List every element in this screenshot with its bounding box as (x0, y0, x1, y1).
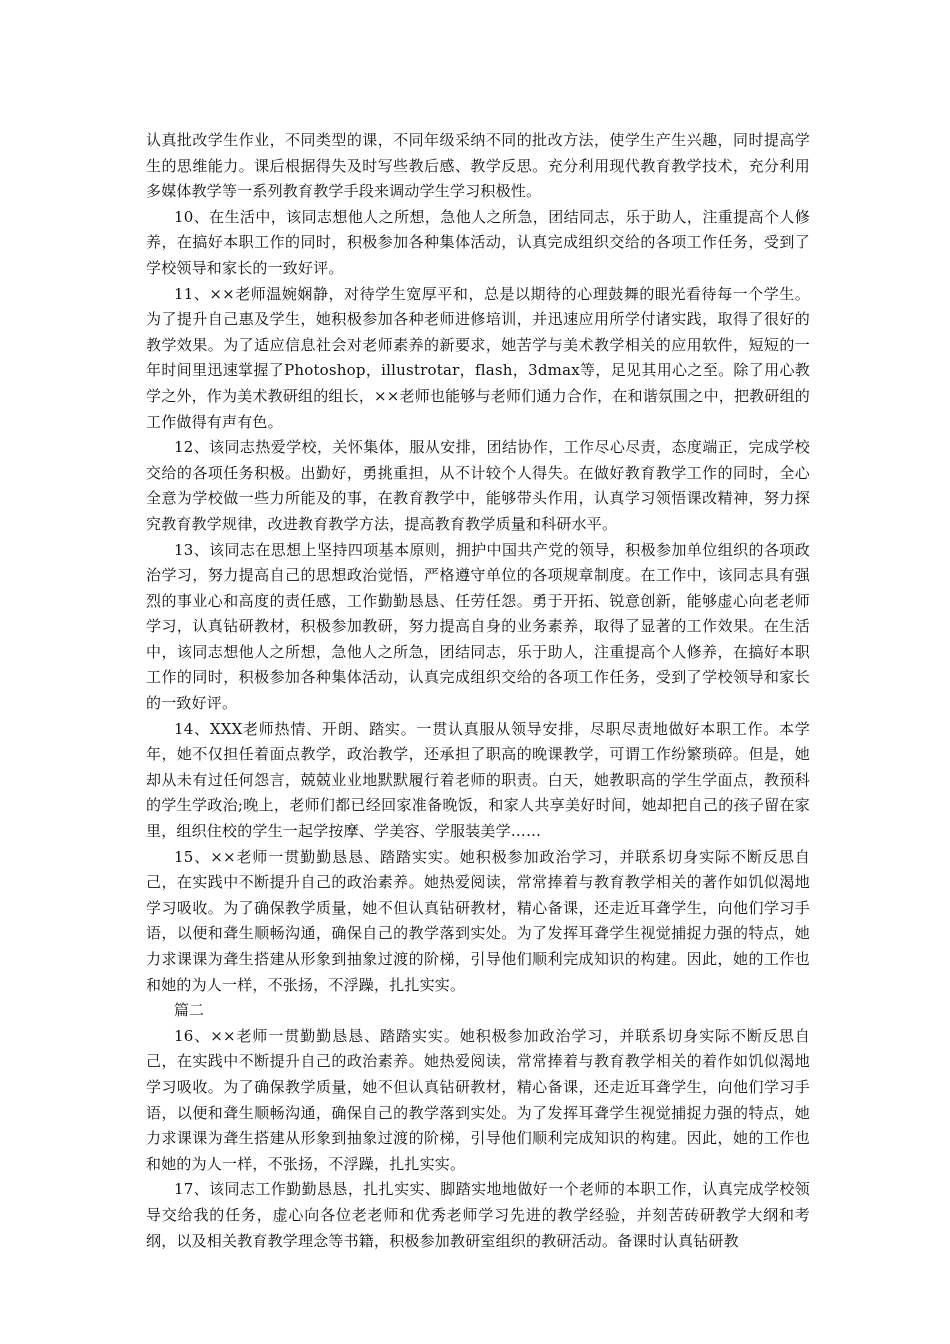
paragraph-10: 10、在生活中，该同志想他人之所想，急他人之所急，团结同志，乐于助人，注重提高个人修养，在搞好本职工作的同时，积极参加各种集体活动，认真完成组织交给的各项工作任务，受到了学校领导和家长的一致好评。 (146, 207, 810, 277)
paragraph-intro: 认真批改学生作业，不同类型的课，不同年级采纳不同的批改方法，使学生产生兴趣，同时提高学生的思维能力。课后根据得失及时写些教后感、教学反思。充分利用现代教育教学技术，充分利用多媒体教学等一系列教育教学手段来调动学生学习积极性。 (146, 131, 810, 201)
section-heading-part-two: 篇二 (174, 1001, 205, 1020)
paragraph-13: 13、该同志在思想上坚持四项基本原则，拥护中国共产党的领导，积极参加单位组织的各项政治学习，努力提高自己的思想政治觉悟，严格遵守单位的各项规章制度。在工作中，该同志具有强烈的事业心和高度的责任感，工作勤勤恳恳、任劳任怨。勇于开拓、锐意创新，能够虚心向老老师学习，认真钻研教材，积极参加教研，努力提高自身的业务素养，取得了显著的工作效果。在生活中，该同志想他人之所想，急他人之所急，团结同志，乐于助人，注重提高个人修养，在搞好本职工作的同时，积极参加各种集体活动，认真完成组织交给的各项工作任务，受到了学校领导和家长的一致好评。 (146, 540, 810, 713)
paragraph-16: 16、××老师一贯勤勤恳恳、踏踏实实。她积极参加政治学习，并联系切身实际不断反思自己，在实践中不断提升自己的政治素养。她热爱阅读，常常捧着与教育教学相关的着作如饥似渴地学习吸收。为了确保教学质量，她不但认真钻研教材，精心备课，还走近耳聋学生，向他们学习手语，以便和聋生顺畅沟通，确保自己的教学落到实处。为了发挥耳聋学生视觉捕捉力强的特点，她力求课课为聋生搭建从形象到抽象过渡的阶梯，引导他们顺利完成知识的构建。因此，她的工作也和她的为人一样，不张扬，不浮躁，扎扎实实。 (146, 1026, 810, 1173)
paragraph-15: 15、××老师一贯勤勤恳恳、踏踏实实。她积极参加政治学习，并联系切身实际不断反思自己，在实践中不断提升自己的政治素养。她热爱阅读，常常捧着与教育教学相关的著作如饥似渴地学习吸收。为了确保教学质量，她不但认真钻研教材，精心备课，还走近耳聋学生，向他们学习手语，以便和聋生顺畅沟通，确保自己的教学落到实处。为了发挥耳聋学生视觉捕捉力强的特点，她力求课课为聋生搭建从形象到抽象过渡的阶梯，引导他们顺利完成知识的构建。因此，她的工作也和她的为人一样，不张扬，不浮躁，扎扎实实。 (146, 847, 810, 994)
paragraph-12: 12、该同志热爱学校，关怀集体，服从安排，团结协作，工作尽心尽责，态度端正，完成学校交给的各项任务积极。出勤好，勇挑重担，从不计较个人得失。在做好教育教学工作的同时，全心全意为学校做一些力所能及的事，在教育教学中，能够带头作用，认真学习领悟课改精神，努力探究教育教学规律，改进教育教学方法，提高教育教学质量和科研水平。 (146, 438, 810, 533)
paragraph-11: 11、××老师温婉娴静，对待学生宽厚平和，总是以期待的心理鼓舞的眼光看待每一个学生。为了提升自己惠及学生，她积极参加各种老师进修培训，并迅速应用所学付诸实践，取得了很好的教学效果。为了适应信息社会对老师素养的新要求，她苦学与美术教学相关的应用软件，短短的一年时间里迅速掌握了Photoshop，illustrotar，flash，3dmax等，足见其用心之至。除了用心教学之外，作为美术教研组的组长，××老师也能够与老师们通力合作，在和谐氛围之中，把教研组的工作做得有声有色。 (146, 284, 810, 431)
paragraph-17: 17、该同志工作勤勤恳恳，扎扎实实、脚踏实地地做好一个老师的本职工作，认真完成学校领导交给我的任务，虚心向各位老老师和优秀老师学习先进的教学经验，并刻苦砖研教学大纲和考纲，以及相关教育教学理念等书籍，积极参加教研室组织的教研活动。备课时认真钻研教 (146, 1180, 810, 1250)
paragraph-14: 14、XXX老师热情、开朗、踏实。一贯认真服从领导安排，尽职尽责地做好本职工作。本学年，她不仅担任着面点教学，政治教学，还承担了职高的晚课教学，可谓工作纷繁琐碎。但是，她却从未有过任何怨言，兢兢业业地默默履行着老师的职责。白天，她教职高的学生学面点，教预科的学生学政治;晚上，老师们都已经回家准备晚饭，和家人共享美好时间，她却把自己的孩子留在家里，组织住校的学生一起学按摩、学美容、学服装美学…… (146, 719, 810, 841)
